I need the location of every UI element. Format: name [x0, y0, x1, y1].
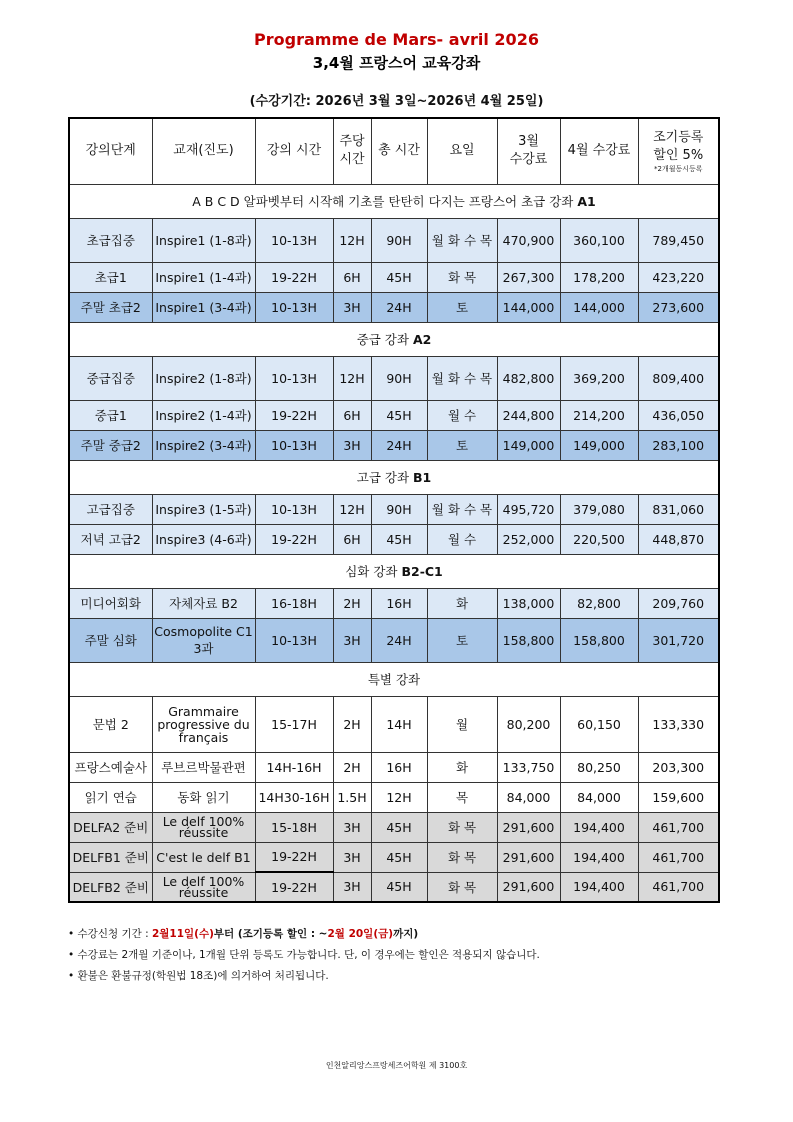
table-row — [69, 218, 719, 262]
cell-book: Inspire3 (4-6과) — [152, 524, 255, 554]
cell-weekly: 3H — [333, 842, 371, 872]
table-row — [69, 588, 719, 618]
cell-total: 24H — [371, 430, 427, 460]
col-header-weekly — [333, 118, 371, 184]
table-row — [69, 430, 719, 460]
cell-april: 194,400 — [560, 812, 638, 842]
cell-march: 482,800 — [497, 356, 560, 400]
cell-total: 45H — [371, 872, 427, 902]
cell-total: 45H — [371, 524, 427, 554]
course-period: (수강기간: 2026년 3월 3일~2026년 4월 25일) — [249, 94, 544, 109]
cell-days: 월 화 수 목 — [427, 494, 497, 524]
cell-book: Le delf 100% réussite — [152, 812, 255, 842]
table-row — [69, 842, 719, 872]
col-header-discount-line1: 조기등록 — [653, 129, 704, 145]
cell-march: 149,000 — [497, 430, 560, 460]
cell-weekly: 2H — [333, 696, 371, 752]
section-b1-text: 고급 강좌 — [356, 470, 413, 485]
cell-march: 138,000 — [497, 588, 560, 618]
table-row — [69, 782, 719, 812]
cell-april: 178,200 — [560, 262, 638, 292]
cell-book: Inspire1 (1-8과) — [152, 218, 255, 262]
cell-march: 144,000 — [497, 292, 560, 322]
section-b2c1-text: 심화 강좌 — [345, 564, 402, 579]
cell-total: 24H — [371, 292, 427, 322]
cell-book: Inspire2 (1-4과) — [152, 400, 255, 430]
cell-discount: 423,220 — [638, 262, 719, 292]
cell-total: 45H — [371, 262, 427, 292]
section-title-a2 — [69, 322, 719, 356]
table-row — [69, 262, 719, 292]
cell-discount: 301,720 — [638, 618, 719, 662]
cell-weekly: 3H — [333, 292, 371, 322]
cell-april: 60,150 — [560, 696, 638, 752]
cell-march: 291,600 — [497, 872, 560, 902]
cell-level: 미디어회화 — [69, 588, 152, 618]
cell-days: 화 — [427, 588, 497, 618]
footer-registration-number: 인천알리앙스프랑세즈어학원 제 3100호 — [325, 1061, 468, 1070]
cell-total: 90H — [371, 356, 427, 400]
cell-april: 84,000 — [560, 782, 638, 812]
table-row — [69, 872, 719, 902]
program-table — [68, 117, 720, 903]
cell-time: 10-13H — [255, 356, 333, 400]
section-a1-text: A B C D 알파벳부터 시작해 기초를 탄탄히 다지는 프랑스어 초급 강좌 — [192, 194, 578, 209]
cell-level: 문법 2 — [69, 696, 152, 752]
cell-april: 149,000 — [560, 430, 638, 460]
cell-level: 초급1 — [69, 262, 152, 292]
cell-discount: 461,700 — [638, 842, 719, 872]
cell-march: 291,600 — [497, 842, 560, 872]
cell-weekly: 12H — [333, 494, 371, 524]
table-row — [69, 400, 719, 430]
col-header-weekly-line2: 시간 — [339, 152, 365, 168]
note-registration-start: 2월11일(수) — [151, 928, 214, 940]
cell-discount: 831,060 — [638, 494, 719, 524]
cell-level: 주말 심화 — [69, 618, 152, 662]
cell-time: 19-22H — [255, 262, 333, 292]
cell-level: DELFB2 준비 — [69, 872, 152, 902]
cell-level: 초급집중 — [69, 218, 152, 262]
cell-april: 214,200 — [560, 400, 638, 430]
cell-march: 495,720 — [497, 494, 560, 524]
col-header-march-line1: 3월 — [518, 134, 539, 150]
cell-time: 19-22H — [255, 400, 333, 430]
col-header-april: 4월 수강료 — [560, 118, 638, 184]
col-header-discount-note: *2개월동시등록 — [653, 164, 703, 173]
note-refund: • 환불은 환불규정(학원법 18조)에 의거하여 처리됩니다. — [68, 970, 329, 982]
cell-weekly: 3H — [333, 430, 371, 460]
col-header-days: 요일 — [427, 118, 497, 184]
cell-book: 동화 읽기 — [152, 782, 255, 812]
cell-time: 10-13H — [255, 618, 333, 662]
cell-days: 화 목 — [427, 262, 497, 292]
cell-book: Inspire2 (1-8과) — [152, 356, 255, 400]
cell-level: DELFB1 준비 — [69, 842, 152, 872]
cell-days: 월 — [427, 696, 497, 752]
cell-weekly: 3H — [333, 872, 371, 902]
cell-discount: 203,300 — [638, 752, 719, 782]
section-row-b2c1 — [69, 554, 719, 588]
cell-weekly: 2H — [333, 752, 371, 782]
cell-discount: 789,450 — [638, 218, 719, 262]
cell-days: 목 — [427, 782, 497, 812]
section-a2-text: 중급 강좌 — [356, 332, 413, 347]
cell-time: 14H30-16H — [255, 782, 333, 812]
cell-weekly: 6H — [333, 524, 371, 554]
cell-days: 월 수 — [427, 524, 497, 554]
section-row-a2 — [69, 322, 719, 356]
cell-april: 194,400 — [560, 842, 638, 872]
section-title-b2c1 — [69, 554, 719, 588]
cell-discount: 283,100 — [638, 430, 719, 460]
cell-total: 90H — [371, 218, 427, 262]
col-header-book: 교재(진도) — [152, 118, 255, 184]
cell-discount: 461,700 — [638, 812, 719, 842]
col-header-level: 강의단계 — [69, 118, 152, 184]
cell-days: 화 목 — [427, 812, 497, 842]
cell-total: 45H — [371, 812, 427, 842]
cell-april: 194,400 — [560, 872, 638, 902]
table-row — [69, 524, 719, 554]
table-row — [69, 752, 719, 782]
cell-days: 화 — [427, 752, 497, 782]
document-subtitle: 3,4월 프랑스어 교육강좌 — [312, 54, 481, 72]
cell-time: 10-13H — [255, 430, 333, 460]
cell-march: 80,200 — [497, 696, 560, 752]
section-title-a1 — [69, 184, 719, 218]
col-header-march-line2: 수강료 — [509, 152, 548, 168]
cell-days: 토 — [427, 430, 497, 460]
cell-book: Grammaire progressive du français — [152, 696, 255, 752]
col-header-weekly-line1: 주당 — [339, 134, 365, 150]
note-registration-label: • 수강신청 기간 : — [68, 928, 152, 940]
cell-total: 45H — [371, 842, 427, 872]
cell-discount: 273,600 — [638, 292, 719, 322]
section-a1-level: A1 — [577, 194, 596, 209]
section-title-special: 특별 강좌 — [69, 662, 719, 696]
cell-discount: 209,760 — [638, 588, 719, 618]
section-b2c1-level: B2-C1 — [401, 564, 443, 579]
cell-march: 84,000 — [497, 782, 560, 812]
cell-book: Cosmopolite C1 3과 — [152, 618, 255, 662]
cell-weekly: 6H — [333, 400, 371, 430]
cell-march: 291,600 — [497, 812, 560, 842]
cell-days: 월 수 — [427, 400, 497, 430]
cell-april: 80,250 — [560, 752, 638, 782]
cell-total: 16H — [371, 588, 427, 618]
cell-march: 244,800 — [497, 400, 560, 430]
col-header-march — [497, 118, 560, 184]
document-title: Programme de Mars- avril 2026 — [254, 30, 539, 49]
cell-book: Inspire1 (3-4과) — [152, 292, 255, 322]
cell-level: DELFA2 준비 — [69, 812, 152, 842]
cell-book: 루브르박물관편 — [152, 752, 255, 782]
cell-weekly: 12H — [333, 356, 371, 400]
cell-level: 읽기 연습 — [69, 782, 152, 812]
col-header-discount-line2: 할인 5% — [653, 147, 704, 163]
cell-book: 자체자료 B2 — [152, 588, 255, 618]
cell-days: 토 — [427, 618, 497, 662]
cell-level: 고급집중 — [69, 494, 152, 524]
cell-level: 프랑스예술사 — [69, 752, 152, 782]
cell-total: 90H — [371, 494, 427, 524]
cell-april: 379,080 — [560, 494, 638, 524]
cell-discount: 448,870 — [638, 524, 719, 554]
table-row — [69, 618, 719, 662]
cell-time: 10-13H — [255, 218, 333, 262]
cell-weekly: 1.5H — [333, 782, 371, 812]
cell-book: Le delf 100% réussite — [152, 872, 255, 902]
cell-weekly: 2H — [333, 588, 371, 618]
note-registration-mid: 부터 (조기등록 할인 : ~ — [213, 928, 328, 940]
cell-time: 16-18H — [255, 588, 333, 618]
cell-time: 10-13H — [255, 292, 333, 322]
cell-book: C'est le delf B1 — [152, 842, 255, 872]
table-row — [69, 356, 719, 400]
cell-time: 10-13H — [255, 494, 333, 524]
cell-weekly: 6H — [333, 262, 371, 292]
cell-days: 월 화 수 목 — [427, 218, 497, 262]
cell-march: 470,900 — [497, 218, 560, 262]
section-row-b1 — [69, 460, 719, 494]
cell-april: 220,500 — [560, 524, 638, 554]
cell-time: 15-17H — [255, 696, 333, 752]
section-b1-level: B1 — [413, 470, 432, 485]
cell-total: 12H — [371, 782, 427, 812]
cell-time: 19-22H — [255, 872, 333, 902]
cell-book: Inspire1 (1-4과) — [152, 262, 255, 292]
note-registration — [68, 924, 728, 945]
col-header-discount — [638, 118, 719, 184]
note-registration-end: 까지) — [393, 928, 419, 940]
cell-days: 월 화 수 목 — [427, 356, 497, 400]
cell-march: 133,750 — [497, 752, 560, 782]
cell-april: 82,800 — [560, 588, 638, 618]
cell-total: 24H — [371, 618, 427, 662]
notes-block — [68, 924, 728, 987]
col-header-time: 강의 시간 — [255, 118, 333, 184]
table-row — [69, 812, 719, 842]
cell-days: 화 목 — [427, 872, 497, 902]
section-a2-level: A2 — [412, 332, 432, 347]
cell-april: 369,200 — [560, 356, 638, 400]
cell-discount: 436,050 — [638, 400, 719, 430]
cell-april: 360,100 — [560, 218, 638, 262]
cell-time: 19-22H — [255, 842, 333, 872]
cell-april: 158,800 — [560, 618, 638, 662]
cell-weekly: 3H — [333, 812, 371, 842]
cell-book: Inspire3 (1-5과) — [152, 494, 255, 524]
cell-total: 45H — [371, 400, 427, 430]
cell-days: 토 — [427, 292, 497, 322]
cell-discount: 461,700 — [638, 872, 719, 902]
section-row-a1 — [69, 184, 719, 218]
cell-total: 16H — [371, 752, 427, 782]
cell-level: 중급집중 — [69, 356, 152, 400]
col-header-total: 총 시간 — [371, 118, 427, 184]
cell-time: 19-22H — [255, 524, 333, 554]
cell-level: 주말 중급2 — [69, 430, 152, 460]
section-title-b1 — [69, 460, 719, 494]
section-row-special — [69, 662, 719, 696]
table-row — [69, 494, 719, 524]
cell-weekly: 3H — [333, 618, 371, 662]
cell-days: 화 목 — [427, 842, 497, 872]
table-row — [69, 292, 719, 322]
table-row — [69, 696, 719, 752]
note-fee: • 수강료는 2개월 기준이나, 1개월 단위 등록도 가능합니다. 단, 이 경우에는 할인은 적용되지 않습니다. — [68, 949, 540, 961]
cell-time: 14H-16H — [255, 752, 333, 782]
cell-march: 267,300 — [497, 262, 560, 292]
cell-level: 저녁 고급2 — [69, 524, 152, 554]
cell-level: 주말 초급2 — [69, 292, 152, 322]
table-header-row — [69, 118, 719, 184]
note-registration-deadline: 2월 20일(금) — [327, 928, 394, 940]
cell-discount: 133,330 — [638, 696, 719, 752]
cell-discount: 809,400 — [638, 356, 719, 400]
cell-weekly: 12H — [333, 218, 371, 262]
cell-level: 중급1 — [69, 400, 152, 430]
cell-discount: 159,600 — [638, 782, 719, 812]
cell-april: 144,000 — [560, 292, 638, 322]
cell-total: 14H — [371, 696, 427, 752]
cell-book: Inspire2 (3-4과) — [152, 430, 255, 460]
cell-time: 15-18H — [255, 812, 333, 842]
cell-march: 252,000 — [497, 524, 560, 554]
cell-march: 158,800 — [497, 618, 560, 662]
